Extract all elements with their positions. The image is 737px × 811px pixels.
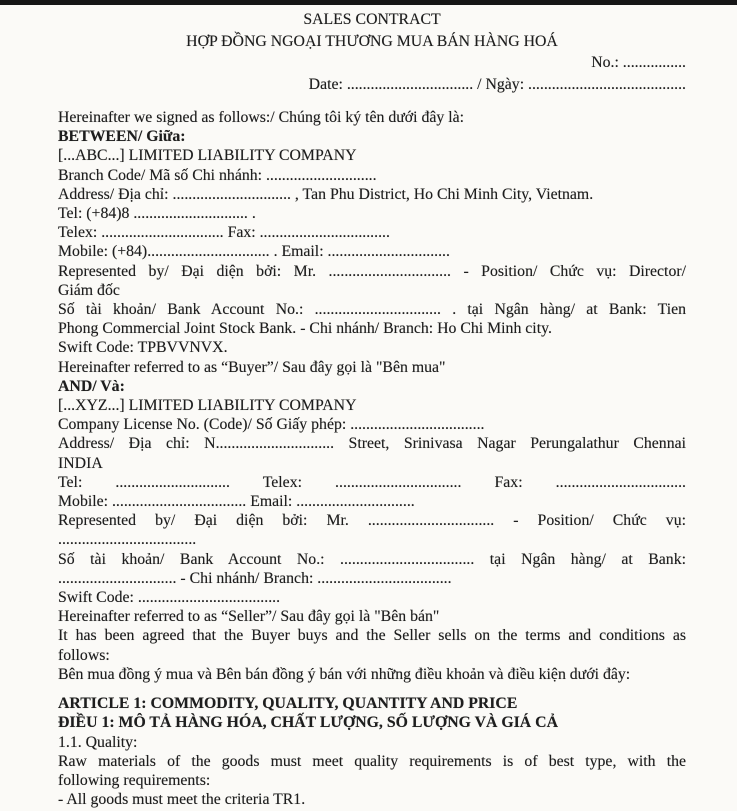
buyer-company-name: [...ABC...] LIMITED LIABILITY COMPANY (58, 147, 357, 165)
seller-swift-code-line: Swift Code: .................................... (58, 589, 281, 607)
seller-bank-branch-line: .............................. - Chi nhánh/ Branch: .................................. (58, 569, 452, 587)
clause-1-1-heading: 1.1. Quality: (58, 733, 138, 751)
seller-referred-line: Hereinafter referred to as “Seller”/ Sau đây gọi là "Bên bán" (58, 608, 440, 626)
buyer-telex-fax-line: Telex: ............................... Fax: ................................. (58, 224, 390, 242)
agreement-line-1: It has been agreed that the Buyer buys and the Seller sells on the terms and conditions as (58, 627, 686, 645)
buyer-address-line: Address/ Địa chỉ: .............................. , Tan Phu District, Ho Chi Minh City, Vietnam. (58, 185, 594, 203)
seller-license-line: Company License No. (Code)/ Số Giấy phép: .................................. (58, 416, 485, 434)
title-vi: HỢP ĐỒNG NGOẠI THƯƠNG MUA BÁN HÀNG HOÁ (186, 32, 558, 50)
buyer-branch-code-line: Branch Code/ Mã số Chi nhánh: ............................ (58, 166, 377, 184)
buyer-bank-account-line: Số tài khoản/ Bank Account No.: ................................ . tại Ngân hàng/ at Bank: Tien (58, 301, 686, 319)
between-label: BETWEEN/ Giữa: (58, 128, 186, 146)
and-label: AND/ Và: (58, 377, 125, 395)
article-1-title-vi: ĐIỀU 1: MÔ TẢ HÀNG HÓA, CHẤT LƯỢNG, SỐ LƯỢNG VÀ GIÁ CẢ (58, 714, 558, 732)
seller-representative-line: Represented by/ Đại diện bởi: Mr. ................................ - Position/ Chức vụ: (58, 512, 686, 530)
clause-1-1-body-2: following requirements: (58, 771, 211, 789)
clause-1-1-bullet-1: - All goods must meet the criteria TR1. (58, 791, 306, 809)
seller-mobile-email-line: Mobile: .................................. Email: .............................. (58, 493, 415, 511)
article-1-title: ARTICLE 1: COMMODITY, QUALITY, QUANTITY AND PRICE (58, 695, 518, 713)
buyer-tel-line: Tel: (+84)8 ............................. . (58, 205, 256, 223)
document-body (58, 9, 686, 809)
seller-company-name: [...XYZ...] LIMITED LIABILITY COMPANY (58, 397, 357, 415)
seller-tel-telex-fax-line: Tel: ............................. Telex: ................................ Fax: ................................. (58, 473, 686, 491)
scan-artifact-bar (0, 0, 737, 5)
buyer-representative-line: Represented by/ Đại diện bởi: Mr. ............................... - Position/ Chức vụ: Director/ (58, 262, 686, 280)
buyer-position-vi-line: Giám đốc (58, 281, 120, 299)
clause-1-1-body-1: Raw materials of the goods must meet quality requirements is of best type, with the (58, 752, 686, 770)
buyer-swift-code-line: Swift Code: TPBVVNVX. (58, 339, 228, 357)
agreement-line-vi: Bên mua đồng ý mua và Bên bán đồng ý bán với những điều khoản và điều kiện dưới đây: (58, 665, 631, 683)
buyer-bank-branch-line: Phong Commercial Joint Stock Bank. - Chi nhánh/ Branch: Ho Chi Minh city. (58, 320, 552, 338)
seller-address-line: Address/ Địa chỉ: N.............................. Street, Srinivasa Nagar Perungalathur Chennai (58, 435, 686, 453)
buyer-referred-line: Hereinafter referred to as “Buyer”/ Sau đây gọi là "Bên mua" (58, 358, 446, 376)
buyer-mobile-email-line: Mobile: (+84)............................... . Email: ............................... (58, 243, 450, 261)
agreement-line-2: follows: (58, 646, 110, 664)
seller-bank-account-line: Số tài khoản/ Bank Account No.: .................................. tại Ngân hàng/ at Bank: (58, 550, 686, 568)
seller-position-dots-line: ................................... (58, 531, 197, 549)
title-en: SALES CONTRACT (303, 11, 441, 28)
intro-line: Hereinafter we signed as follows:/ Chúng tôi ký tên dưới đây là: (58, 109, 465, 126)
seller-address-country-line: INDIA (58, 454, 103, 472)
date-line: Date: ................................ / Ngày: ........................................ (308, 75, 686, 93)
contract-no-line: No.: ................ (591, 54, 686, 71)
